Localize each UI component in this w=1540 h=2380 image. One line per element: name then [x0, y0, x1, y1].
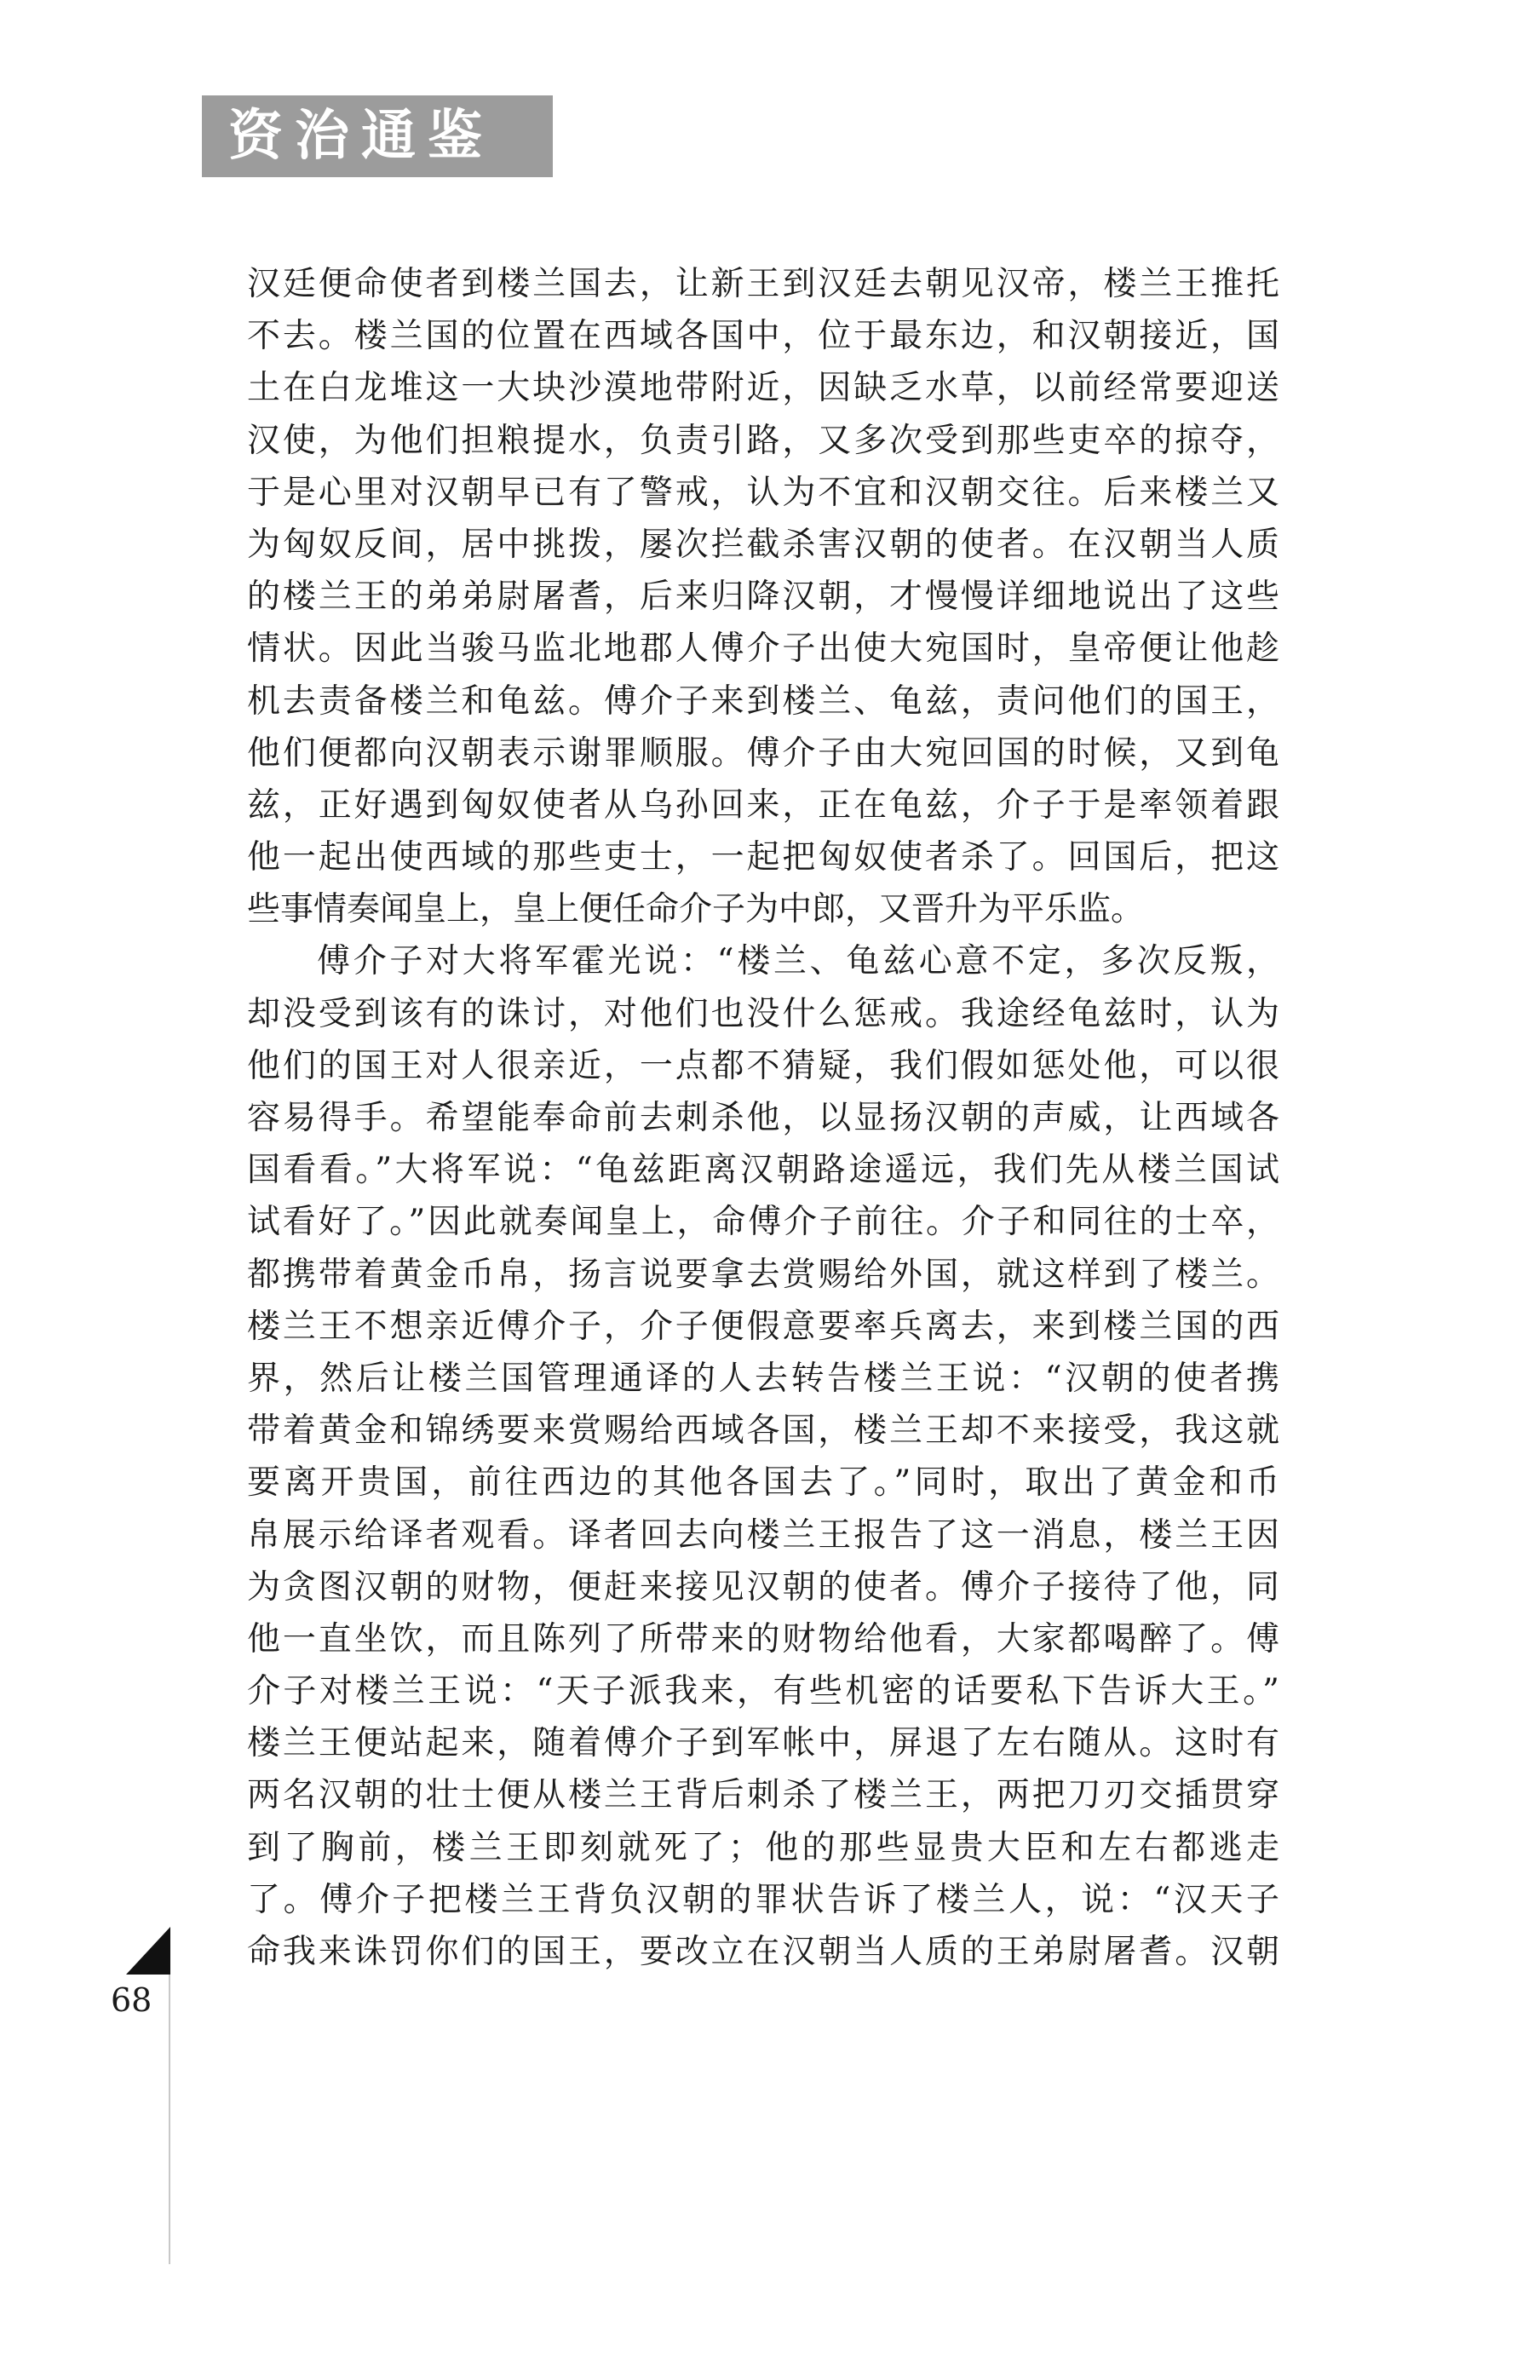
- text-line: 为贪图汉朝的财物，便赶来接见汉朝的使者。傅介子接待了他，同: [247, 1567, 1279, 1607]
- text-line: 到了胸前，楼兰王即刻就死了；他的那些显贵大臣和左右都逃走: [247, 1828, 1279, 1867]
- text-line: 却没受到该有的诛讨，对他们也没什么惩戒。我途经龟兹时，认为: [247, 994, 1279, 1033]
- text-line: 国看看。”大将军说：“龟兹距离汉朝路途遥远，我们先从楼兰国试: [247, 1151, 1279, 1190]
- text-line: 些事情奏闻皇上，皇上便任命介子为中郎，又晋升为平乐监。: [247, 890, 1145, 929]
- text-line: 于是心里对汉朝早已有了警戒，认为不宜和汉朝交往。后来楼兰又: [247, 473, 1279, 512]
- text-line: 他们便都向汉朝表示谢罪顺服。傅介子由大宛回国的时候，又到龟: [247, 733, 1279, 773]
- page-number: 68: [111, 1981, 152, 2019]
- page-corner-mark: [126, 1927, 170, 1975]
- text-line: 楼兰王不想亲近傅介子，介子便假意要率兵离去，来到楼兰国的西: [247, 1307, 1279, 1346]
- text-line: 为匈奴反间，居中挑拨，屡次拦截杀害汉朝的使者。在汉朝当人质: [247, 525, 1279, 564]
- text-line: 土在白龙堆这一大块沙漠地带附近，因缺乏水草，以前经常要迎送: [247, 369, 1279, 408]
- text-line: 界，然后让楼兰国管理通译的人去转告楼兰王说：“汉朝的使者携: [247, 1359, 1279, 1398]
- text-line: 帛展示给译者观看。译者回去向楼兰王报告了这一消息，楼兰王因: [247, 1515, 1279, 1555]
- text-line: 两名汉朝的壮士便从楼兰王背后刺杀了楼兰王，两把刀刃交插贯穿: [247, 1776, 1279, 1815]
- text-line: 汉使，为他们担粮提水，负责引路，又多次受到那些吏卒的掠夺，: [247, 421, 1279, 460]
- margin-rule: [169, 1975, 170, 2264]
- text-line: 兹，正好遇到匈奴使者从乌孙回来，正在龟兹，介子于是率领着跟: [247, 785, 1279, 825]
- text-line: 傅介子对大将军霍光说：“楼兰、龟兹心意不定，多次反叛，: [317, 942, 1279, 981]
- text-line: 容易得手。希望能奉命前去刺杀他，以显扬汉朝的声威，让西域各: [247, 1099, 1279, 1137]
- text-line: 他一直坐饮，而且陈列了所带来的财物给他看，大家都喝醉了。傅: [247, 1619, 1279, 1659]
- text-line: 楼兰王便站起来，随着傅介子到军帐中，屏退了左右随从。这时有: [247, 1724, 1279, 1763]
- book-title: 资治通鉴: [228, 105, 494, 168]
- text-line: 命我来诛罚你们的国王，要改立在汉朝当人质的王弟尉屠耆。汉朝: [247, 1933, 1279, 1971]
- text-line: 他们的国王对人很亲近，一点都不猜疑，我们假如惩处他，可以很: [247, 1046, 1279, 1085]
- text-line: 试看好了。”因此就奏闻皇上，命傅介子前往。介子和同往的士卒，: [247, 1203, 1279, 1242]
- text-line: 汉廷便命使者到楼兰国去，让新王到汉廷去朝见汉帝，楼兰王推托: [247, 265, 1279, 303]
- text-line: 机去责备楼兰和龟兹。傅介子来到楼兰、龟兹，责问他们的国王，: [247, 681, 1279, 721]
- text-line: 的楼兰王的弟弟尉屠耆，后来归降汉朝，才慢慢详细地说出了这些: [247, 578, 1279, 617]
- text-line: 了。傅介子把楼兰王背负汉朝的罪状告诉了楼兰人，说：“汉天子: [247, 1880, 1279, 1919]
- text-line: 不去。楼兰国的位置在西域各国中，位于最东边，和汉朝接近，国: [247, 317, 1279, 356]
- text-line: 介子对楼兰王说：“天子派我来，有些机密的话要私下告诉大王。”: [247, 1672, 1279, 1711]
- text-line: 要离开贵国，前往西边的其他各国去了。”同时，取出了黄金和币: [247, 1463, 1279, 1503]
- text-line: 都携带着黄金币帛，扬言说要拿去赏赐给外国，就这样到了楼兰。: [247, 1255, 1279, 1294]
- body-text: [247, 258, 1279, 1978]
- text-line: 情状。因此当骏马监北地郡人傅介子出使大宛国时，皇帝便让他趁: [247, 629, 1279, 669]
- text-line: 带着黄金和锦绣要来赏赐给西域各国，楼兰王却不来接受，我这就: [247, 1411, 1279, 1451]
- text-line: 他一起出使西域的那些吏士，一起把匈奴使者杀了。回国后，把这: [247, 838, 1279, 877]
